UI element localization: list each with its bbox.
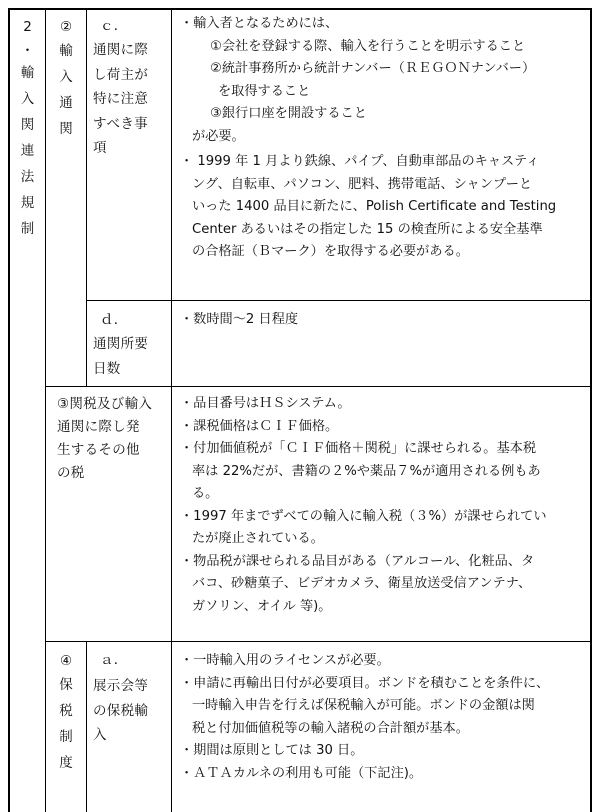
row-3-line-2: ・課税価格はＣＩＦ価格。	[180, 418, 339, 434]
row-c-line-11: の合格証（Ｂマーク）を取得する必要がある。	[192, 244, 469, 259]
row-3-line-8: ・物品税が課せられる品目がある（アルコール、化粧品、タ	[180, 553, 535, 569]
row-d-label: 通関所要 日数	[93, 336, 149, 377]
row-c-line-1: ・輸入者となるためには、	[180, 16, 339, 31]
row-c-line-4: を取得すること	[218, 83, 311, 99]
row-3-line-1: ・品目番号はＨＳシステム。	[180, 396, 351, 411]
row-d-content	[180, 309, 298, 332]
import-subsection-title: 輸 入 通 関	[59, 43, 73, 137]
row-3-line-10: ガソリン、オイル 等)。	[192, 598, 332, 614]
row-4a-line-1: ・一時輸入用のライセンスが必要。	[180, 653, 390, 668]
row-4a-line-4: 税と付加価値税等の輸入諸税の合計額が基本。	[192, 720, 469, 736]
row-c-line-8: ング、自転車、パソコン、肥料、携帯電話、シャンプーと	[192, 176, 533, 192]
row-3-line-4: 率は 22%だが、書籍の２%や薬品７%が適用される例もあ	[192, 463, 541, 479]
row-4a-line-5: ・期間は原則としては 30 日。	[180, 743, 364, 758]
row-3-line-6: ・1997 年までずべての輸入に輸入税（３%）が課せられてい	[180, 508, 547, 524]
row-3-content	[180, 393, 547, 618]
row-4a-line-3: 一時輸入申告を行えば保税輸入が可能。ボンドの金額は関	[192, 698, 535, 713]
row-3-line-7: たが廃止されている。	[192, 531, 324, 546]
bonded-subsection-title: 保 税 制 度	[59, 677, 73, 771]
border-top	[8, 8, 592, 10]
border-right	[590, 8, 592, 812]
bonded-subsection-number: ④	[59, 653, 73, 669]
row-4a-label-head: ａ．	[100, 652, 128, 668]
row-4a-content	[180, 650, 549, 785]
divider-bonded-col	[86, 641, 87, 812]
divider-content-col-lower	[171, 641, 172, 812]
divider-row-c-d	[86, 300, 591, 301]
row-c-line-2: ①会社を登録する際、輸入を行うことを明示すること	[210, 38, 526, 54]
divider-content-col-mid	[171, 386, 172, 641]
section-number: 2	[23, 19, 32, 35]
row-3-label: ③関税及び輸入 通関に際し発 生するその他 の税	[57, 396, 153, 481]
row-d-label-head: ｄ．	[100, 312, 128, 328]
row-3-line-5: る。	[192, 486, 219, 501]
import-subsection-number: ②	[59, 19, 73, 35]
divider-row-3-4	[45, 641, 591, 642]
row-4a-line-6: ・ＡＴＡカルネの利用も可能（下記注)。	[180, 765, 423, 781]
row-4a-line-2: ・申請に再輸出日付が必要項目。ボンドを積むことを条件に、	[180, 675, 550, 691]
row-c-content	[180, 13, 556, 264]
row-3-line-3: ・付加価値税が「ＣＩＦ価格＋関税」に課せられる。基本税	[180, 441, 537, 456]
section-title: 輸 入 関 連 法 規 制	[20, 65, 35, 237]
row-c-line-9: いった 1400 品目に新たに、Polish Certificate and Testing	[192, 199, 557, 214]
row-c-line-10: Center あるいはその指定した 15 の検査所による安全基準	[192, 221, 543, 237]
row-d-line-1: ・数時間～2 日程度	[180, 312, 299, 327]
row-3-line-9: バコ、砂糖菓子、ビデオカメラ、衛星放送受信アンテナ、	[192, 576, 532, 591]
divider-row-d-3	[45, 386, 591, 387]
row-c-label: 通関に際 し荷主が 特に注意 すべき事 項	[93, 42, 149, 156]
divider-content-col-upper	[171, 8, 172, 386]
row-c-line-5: ③銀行口座を開設すること	[210, 106, 367, 121]
row-4a-label: 展示会等 の保税輸 入	[93, 678, 149, 743]
row-c-label-head: ｃ．	[100, 18, 128, 34]
section-dot: ・	[20, 43, 35, 59]
row-c-line-7: ・ 1999 年 1 月より鉄線、パイプ、自動車部品のキャスティ	[180, 154, 540, 169]
row-c-line-6: が必要。	[192, 128, 245, 144]
row-c-line-3: ②統計事務所から統計ナンバー（ＲＥＧＯＮナンバー）	[210, 61, 536, 76]
divider-import-col	[86, 8, 87, 386]
